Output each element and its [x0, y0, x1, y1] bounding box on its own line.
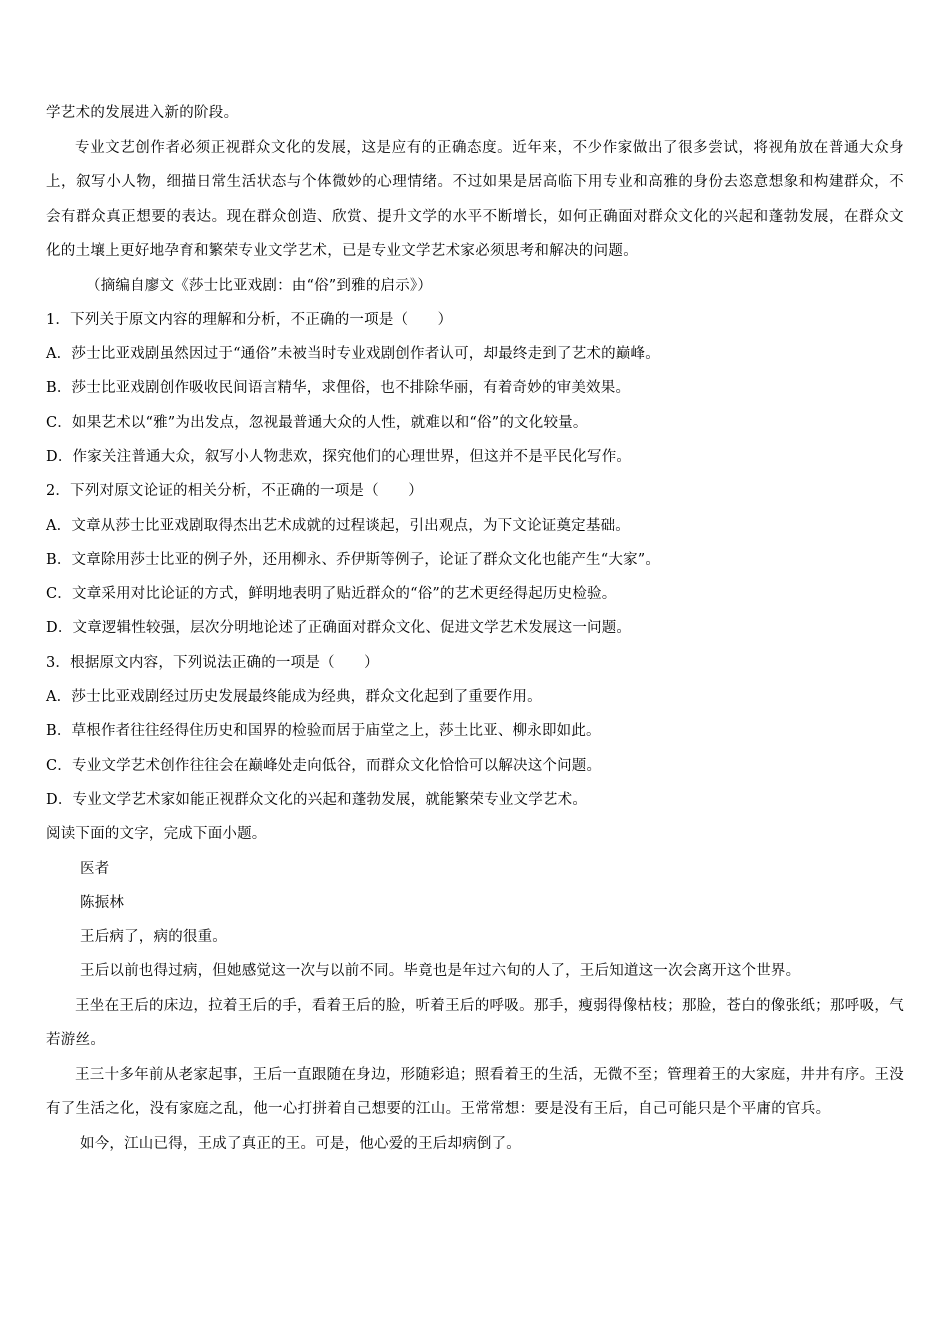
story-paragraph: 王后病了，病的很重。	[80, 929, 227, 946]
reading-prompt: 阅读下面的文字，完成下面小题。	[46, 826, 267, 843]
question-option: A．文章从莎士比亚戏剧取得杰出艺术成就的过程谈起，引出观点，为下文论证奠定基础。	[46, 517, 630, 534]
question-stem: 2．下列对原文论证的相关分析，不正确的一项是（ ）	[46, 483, 423, 500]
question-stem: 3．根据原文内容，下列说法正确的一项是（ ）	[46, 654, 379, 671]
story-title: 医者	[80, 860, 110, 877]
question-option: C．如果艺术以“雅”为出发点，忽视最普通大众的人性，就难以和“俗”的文化较量。	[46, 414, 588, 431]
article-source: （摘编自廖文《莎士比亚戏剧：由“俗”到雅的启示》）	[86, 277, 433, 294]
question-option: A．莎士比亚戏剧经过历史发展最终能成为经典，群众文化起到了重要作用。	[46, 689, 542, 706]
question-option: D．文章逻辑性较强，层次分明地论述了正确面对群众文化、促进文学艺术发展这一问题。	[46, 620, 632, 637]
question-1	[46, 303, 904, 474]
question-option: B．草根作者往往经得住历史和国界的检验而居于庙堂之上，莎土比亚、柳永即如此。	[46, 723, 601, 740]
story-paragraph: 王三十多年前从老家起事，王后一直跟随在身边，形随彩追；照看着王的生活，无微不至；管理着王的大家庭，井井有序。王没有了生活之化，没有家庭之乱，他一心打拼着自己想要的江山。王常常想：要是没有王后，自己可能只是个平庸的官兵。	[46, 1066, 904, 1118]
story-paragraph: 王坐在王后的床边，拉着王后的手，看着王后的脸，听着王后的呼吸。那手，瘦弱得像枯枝；那脸，苍白的像张纸；那呼吸，气若游丝。	[46, 997, 904, 1049]
article-paragraph-1: 专业文艺创作者必须正视群众文化的发展，这是应有的正确态度。近年来，不少作家做出了很多尝试，将视角放在普通大众身上，叙写小人物，细描日常生活状态与个体微妙的心理情绪。不过如果是居高临下用专业和高雅的身份去恣意想象和构建群众，不会有群众真正想要的表达。现在群众创造、欣赏、提升文学的水平不断增长，如何正确面对群众文化的兴起和蓬勃发展，在群众文化的土壤上更好地孕育和繁荣专业文学艺术，已是专业文学艺术家必须思考和解决的问题。	[46, 139, 904, 259]
question-option: D．作家关注普通大众，叙写小人物悲欢，探究他们的心理世界，但这并不是平民化写作。	[46, 448, 632, 465]
story-paragraph: 王后以前也得过病，但她感觉这一次与以前不同。毕竟也是年过六旬的人了，王后知道这一次会离开这个世界。	[80, 963, 801, 980]
question-3	[46, 646, 904, 817]
article-paragraph-0: 学艺术的发展进入新的阶段。	[46, 105, 239, 121]
question-2	[46, 474, 904, 645]
question-option: B．文章除用莎士比亚的例子外，还用柳永、乔伊斯等例子，论证了群众文化也能产生“大家”。	[46, 551, 661, 568]
question-stem: 1．下列关于原文内容的理解和分析，不正确的一项是（ ）	[46, 311, 453, 328]
story-paragraph: 如今，江山已得，王成了真正的王。可是，他心爱的王后却病倒了。	[80, 1135, 521, 1152]
story-author: 陈振林	[80, 894, 125, 911]
question-option: B．莎士比亚戏剧创作吸收民间语言精华，求俚俗，也不排除华丽，有着奇妙的审美效果。	[46, 380, 631, 397]
question-option: C．专业文学艺术创作往往会在巅峰处走向低谷，而群众文化恰恰可以解决这个问题。	[46, 757, 602, 774]
document-page	[46, 96, 904, 1161]
question-option: A．莎士比亚戏剧虽然因过于“通俗”未被当时专业戏剧创作者认可，却最终走到了艺术的巅峰。	[46, 346, 660, 363]
question-option: C．文章采用对比论证的方式，鲜明地表明了贴近群众的“俗”的艺术更经得起历史检验。	[46, 586, 617, 603]
question-option: D．专业文学艺术家如能正视群众文化的兴起和蓬勃发展，就能繁荣专业文学艺术。	[46, 791, 588, 808]
